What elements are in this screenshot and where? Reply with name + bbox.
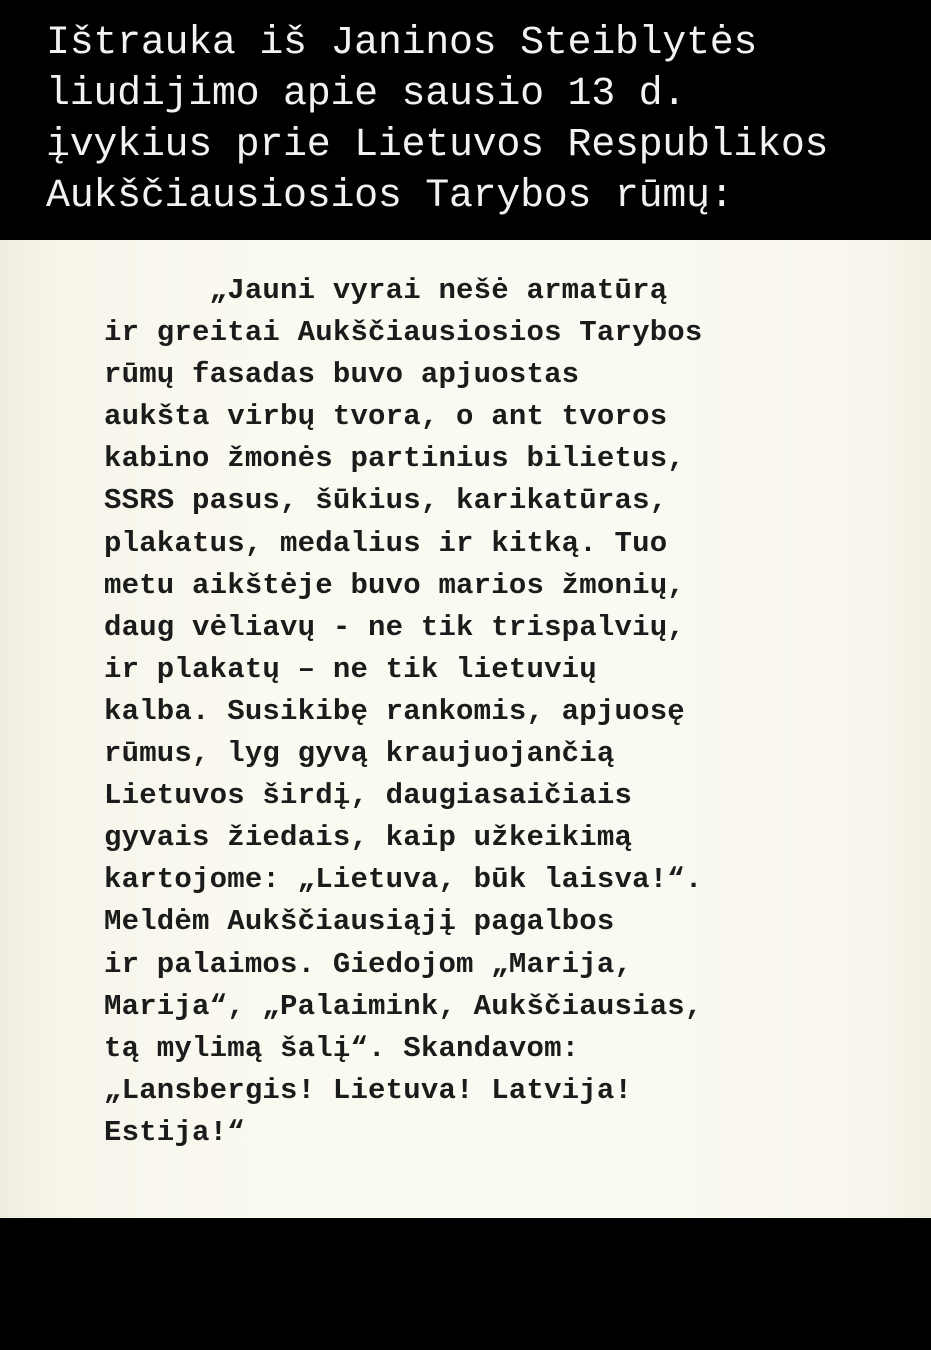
quote-line: „Lansbergis! Lietuva! Latvija!: [104, 1073, 633, 1107]
quote-line: Marija“, „Palaimink, Aukščiausias,: [104, 989, 703, 1023]
intro-line: Ištrauka iš Janinos Steiblytės: [46, 21, 758, 66]
intro-text: [46, 18, 916, 222]
quote-line: daug vėliavų - ne tik trispalvių,: [104, 610, 685, 644]
intro-banner: [0, 0, 931, 240]
quote-line: rūmus, lyg gyvą kraujuojančią: [104, 737, 615, 771]
quote-line: gyvais žiedais, kaip užkeikimą: [104, 821, 633, 855]
quote-line: SSRS pasus, šūkius, karikatūras,: [104, 484, 668, 518]
quote-line: kabino žmonės partinius bilietus,: [104, 442, 685, 476]
quote-line: ir palaimos. Giedojom „Marija,: [104, 947, 633, 981]
footer-band: [0, 1218, 931, 1350]
quote-line: rūmų fasadas buvo apjuostas: [104, 358, 580, 392]
quote-line: aukšta virbų tvora, o ant tvoros: [104, 400, 668, 434]
quote-line: ir plakatų – ne tik lietuvių: [104, 652, 597, 686]
quote-line: kartojome: „Lietuva, būk laisva!“.: [104, 863, 703, 897]
intro-line: Aukščiausiosios Tarybos rūmų:: [46, 174, 734, 219]
quote-line: Estija!“: [104, 1115, 245, 1149]
quote-line: Meldėm Aukščiausiąjį pagalbos: [104, 905, 615, 939]
intro-line: įvykius prie Lietuvos Respublikos: [46, 123, 829, 168]
quote-line: Lietuvos širdį, daugiasaičiais: [104, 779, 633, 813]
quote-line: metu aikštėje buvo marios žmonių,: [104, 568, 685, 602]
quote-line: tą mylimą šalį“. Skandavom:: [104, 1031, 580, 1065]
quote-line: plakatus, medalius ir kitką. Tuo: [104, 526, 668, 560]
quote-line: „Jauni vyrai nešė armatūrą: [104, 274, 668, 307]
quote-line: kalba. Susikibę rankomis, apjuosę: [104, 694, 685, 728]
intro-line: liudijimo apie sausio 13 d.: [46, 72, 687, 117]
quote-line: ir greitai Aukščiausiosios Tarybos: [104, 316, 703, 350]
testimony-quote: [104, 270, 904, 1154]
